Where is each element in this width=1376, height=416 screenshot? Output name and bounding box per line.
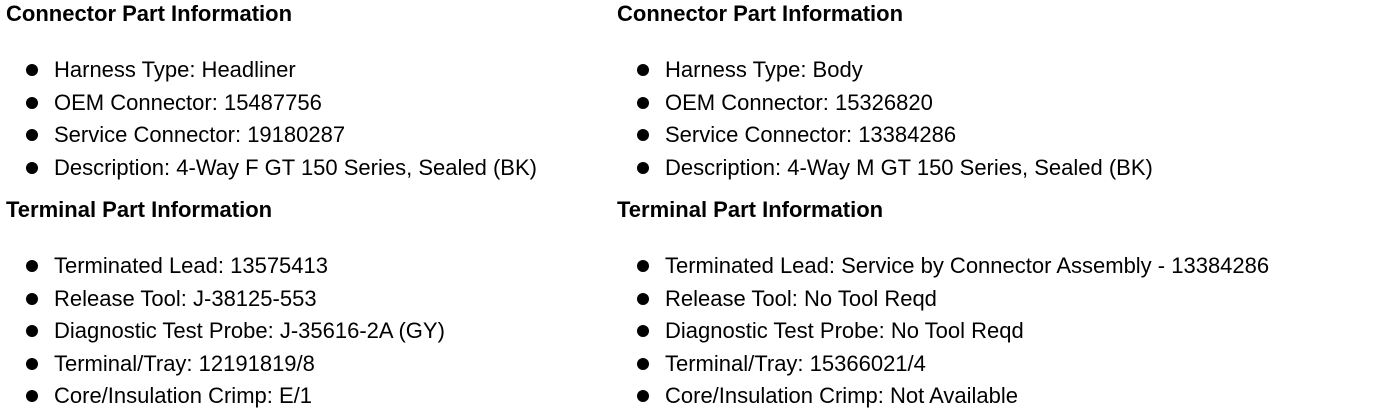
- list-item: [6, 250, 445, 283]
- list-item-text: OEM Connector: 15326820: [665, 89, 933, 115]
- list-item: [6, 152, 537, 185]
- list-item: [617, 87, 1153, 120]
- bullet-icon: [26, 97, 38, 109]
- bullet-icon: [26, 129, 38, 141]
- bullet-icon: [26, 293, 38, 305]
- bullet-icon: [637, 293, 649, 305]
- list-item-text: Terminal/Tray: 15366021/4: [665, 350, 926, 376]
- bullet-icon: [26, 260, 38, 272]
- list-item-text: Terminated Lead: Service by Connector Assembly - 13384286: [665, 253, 1270, 278]
- list-item-text: Release Tool: J-38125-553: [54, 285, 317, 311]
- list-item-text: Service Connector: 13384286: [665, 122, 957, 147]
- list-item-text: Core/Insulation Crimp: E/1: [54, 383, 312, 408]
- bullet-icon: [26, 64, 38, 76]
- list-item-text: OEM Connector: 15487756: [54, 89, 322, 115]
- list-item: [6, 87, 537, 120]
- bullet-icon: [26, 390, 38, 402]
- list-item: [6, 283, 445, 316]
- connector-heading-right: Connector Part Information: [617, 1, 904, 26]
- list-item-text: Service Connector: 19180287: [54, 122, 346, 147]
- list-item: [6, 119, 537, 152]
- terminal-heading-left: Terminal Part Information: [6, 197, 273, 222]
- list-item: [6, 315, 445, 348]
- connector-list-right: [617, 54, 1153, 184]
- bullet-icon: [26, 325, 38, 337]
- list-item-text: Description: 4-Way F GT 150 Series, Sealed (BK): [54, 154, 537, 180]
- bullet-icon: [637, 162, 649, 174]
- connector-list-left: [6, 54, 537, 184]
- list-item: [617, 380, 1269, 413]
- list-item-text: Release Tool: No Tool Reqd: [665, 285, 937, 311]
- list-item-text: Description: 4-Way M GT 150 Series, Sealed (BK): [665, 154, 1153, 180]
- bullet-icon: [26, 358, 38, 370]
- list-item-text: Terminal/Tray: 12191819/8: [54, 350, 315, 376]
- list-item: [617, 152, 1153, 185]
- list-item: [617, 348, 1269, 381]
- terminal-heading-right: Terminal Part Information: [617, 197, 884, 222]
- list-item-text: Diagnostic Test Probe: J-35616-2A (GY): [54, 318, 445, 343]
- list-item: [617, 315, 1269, 348]
- bullet-icon: [26, 162, 38, 174]
- bullet-icon: [637, 64, 649, 76]
- list-item-text: Harness Type: Headliner: [54, 57, 296, 82]
- list-item: [617, 250, 1269, 283]
- list-item-text: Terminated Lead: 13575413: [54, 253, 328, 278]
- list-item-text: Core/Insulation Crimp: Not Available: [665, 383, 1018, 408]
- bullet-icon: [637, 129, 649, 141]
- list-item: [6, 54, 537, 87]
- bullet-icon: [637, 358, 649, 370]
- terminal-list-right: [617, 250, 1269, 413]
- bullet-icon: [637, 390, 649, 402]
- connector-heading-left: Connector Part Information: [6, 1, 293, 26]
- list-item: [617, 54, 1153, 87]
- bullet-icon: [637, 325, 649, 337]
- list-item-text: Harness Type: Body: [665, 57, 863, 82]
- list-item: [617, 119, 1153, 152]
- list-item-text: Diagnostic Test Probe: No Tool Reqd: [665, 318, 1024, 343]
- list-item: [6, 380, 445, 413]
- bullet-icon: [637, 97, 649, 109]
- terminal-list-left: [6, 250, 445, 413]
- list-item: [617, 283, 1269, 316]
- bullet-icon: [637, 260, 649, 272]
- list-item: [6, 348, 445, 381]
